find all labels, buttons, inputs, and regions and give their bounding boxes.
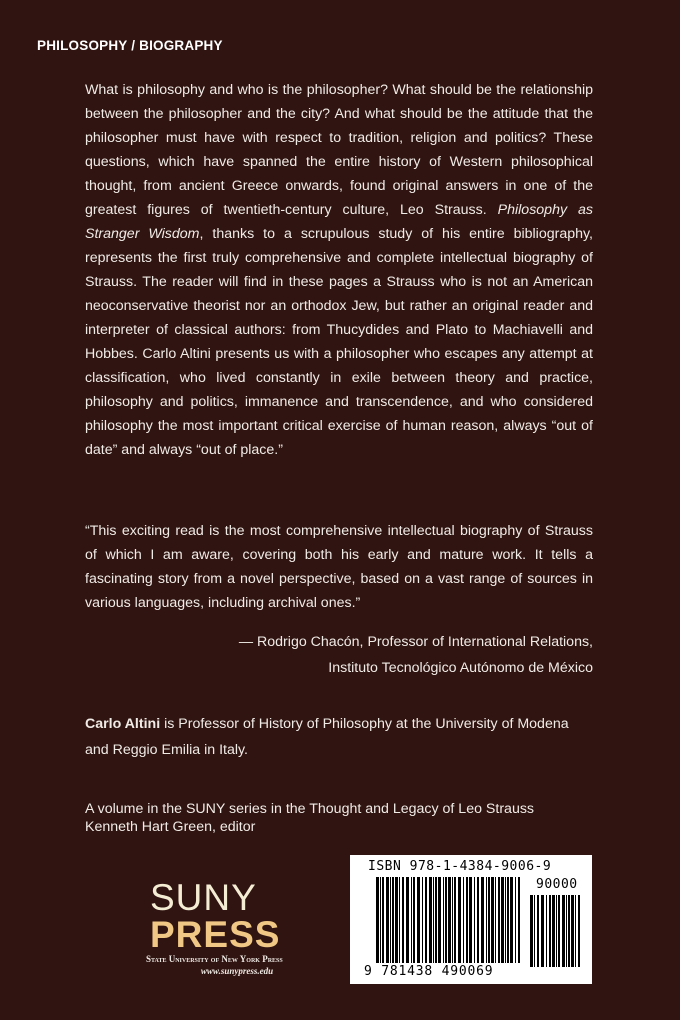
barcode-bar [395, 877, 398, 963]
barcode-bar [515, 877, 516, 963]
barcode-bar [549, 895, 551, 967]
barcode-bar [454, 877, 456, 963]
barcode-bar [501, 877, 504, 963]
blurb-text-part2: , thanks to a scrupulous study of his entire bibliography, represents the first truly comprehensive and complete intellectual biography of Strauss. The reader will find in these pages a Strauss who is not an American neoconservative theorist nor an orthodox Jew, but rather an original reader and interpreter of classical authors: from Thucydides and Plato to Machiavelli and Hobbes. Carlo Altini presents us with a philosopher who escapes any attempt at classification, who lived constantly in exile between theory and practice, philosophy and politics, immanence and transcendence, and who considered philosophy the most important critical exercise of human reason, always “out of date” and always “out of place.” [85, 226, 593, 458]
barcode-bar [458, 877, 461, 963]
barcode-bar [380, 877, 381, 963]
barcode-bar [541, 895, 544, 967]
publisher-name: State University of New York Press [146, 954, 283, 964]
series-line-1: A volume in the SUNY series in the Thought and Legacy of Leo Strauss [85, 801, 535, 817]
barcode-bar [392, 877, 394, 963]
barcode-bar [433, 877, 434, 963]
barcode-bar [575, 895, 576, 967]
author-name: Carlo Altini [85, 716, 161, 732]
barcode-bar [558, 895, 560, 967]
barcode-bar [422, 877, 423, 963]
barcode-bar [411, 877, 412, 963]
series-line-2: Kenneth Hart Green, editor [85, 819, 256, 835]
isbn-barcode [350, 855, 592, 984]
price-code: 90000 [536, 877, 578, 892]
attribution-line-2: Instituto Tecnológico Autónomo de México [328, 660, 593, 676]
barcode-bar [568, 895, 570, 967]
barcode-bar [518, 877, 520, 963]
logo-suny-text: SUNY [150, 877, 257, 918]
barcode-bar [390, 877, 391, 963]
barcode-bar [530, 895, 533, 967]
barcode-bar [445, 877, 447, 963]
suny-press-logo [146, 877, 310, 976]
isbn-text: ISBN 978-1-4384-9006-9 [368, 859, 552, 874]
blurb-text-part1: What is philosophy and who is the philosopher? What should be the relationship between the philosopher and the city? And what should be the attitude that the philosopher must have with respect to tradition, religion and politics? These questions, which have spanned the entire history of Western philosophical thought, from ancient Greece onwards, found original answers in one of the greatest figures of twentieth-century culture, Leo Strauss. [85, 82, 593, 218]
barcode-bar [477, 877, 479, 963]
barcode-bar [562, 895, 565, 967]
blurb-paragraph [85, 78, 593, 462]
barcode-bar [486, 877, 487, 963]
barcode-bar [417, 877, 420, 963]
barcode-bar [507, 877, 509, 963]
barcode-bar [452, 877, 453, 963]
series-note [85, 800, 605, 836]
publisher-url: www.sunypress.edu [200, 966, 274, 976]
barcode-bar [534, 895, 535, 967]
barcode-bar [399, 877, 400, 963]
barcode-bar [413, 877, 415, 963]
barcode-bar [463, 877, 464, 963]
barcode-bar [376, 877, 379, 963]
barcode-bar [466, 877, 468, 963]
attribution-line-1: — Rodrigo Chacón, Professor of International Relations, [238, 634, 593, 650]
author-bio-text: is Professor of History of Philosophy at the University of Modena and Reggio Emilia in Italy. [85, 716, 569, 758]
barcode-bar [510, 877, 513, 963]
barcode-bar [546, 895, 547, 967]
barcode-bar [488, 877, 490, 963]
barcode-bar [386, 877, 389, 963]
barcode-bar [495, 877, 496, 963]
author-bio [85, 711, 593, 763]
barcode-bar [498, 877, 500, 963]
barcode-bar [402, 877, 404, 963]
barcode-bar [435, 877, 437, 963]
barcode-bar [552, 895, 555, 967]
barcode-bar [571, 895, 574, 967]
barcode-bar [438, 877, 441, 963]
barcode-bar [481, 877, 484, 963]
barcode-bar [474, 877, 475, 963]
barcode-bar [425, 877, 427, 963]
barcode-bar [443, 877, 444, 963]
barcode-bar [537, 895, 539, 967]
barcode-bar [469, 877, 472, 963]
endorsement-attribution [193, 629, 593, 681]
endorsement-quote: “This exciting read is the most comprehensive intellectual biography of Strauss of which I am aware, covering both his early and mature work. It tells a fascinating story from a novel perspective, based on a vast range of sources in various languages, including archival ones.” [85, 523, 593, 611]
barcode-bar [578, 895, 580, 967]
ean-digits: 9 781438 490069 [364, 964, 494, 979]
barcode-bar [448, 877, 451, 963]
logo-press-text: PRESS [150, 914, 281, 955]
barcode-bar [382, 877, 384, 963]
barcode-bar [556, 895, 557, 967]
category-label: PHILOSOPHY / BIOGRAPHY [37, 38, 223, 53]
barcode-bar [406, 877, 409, 963]
barcode-bar [429, 877, 432, 963]
barcode-bar [505, 877, 506, 963]
barcode-bar [566, 895, 567, 967]
barcode-bar [491, 877, 494, 963]
book-title-italic: Philosophy as Stranger Wisdom [85, 202, 593, 242]
